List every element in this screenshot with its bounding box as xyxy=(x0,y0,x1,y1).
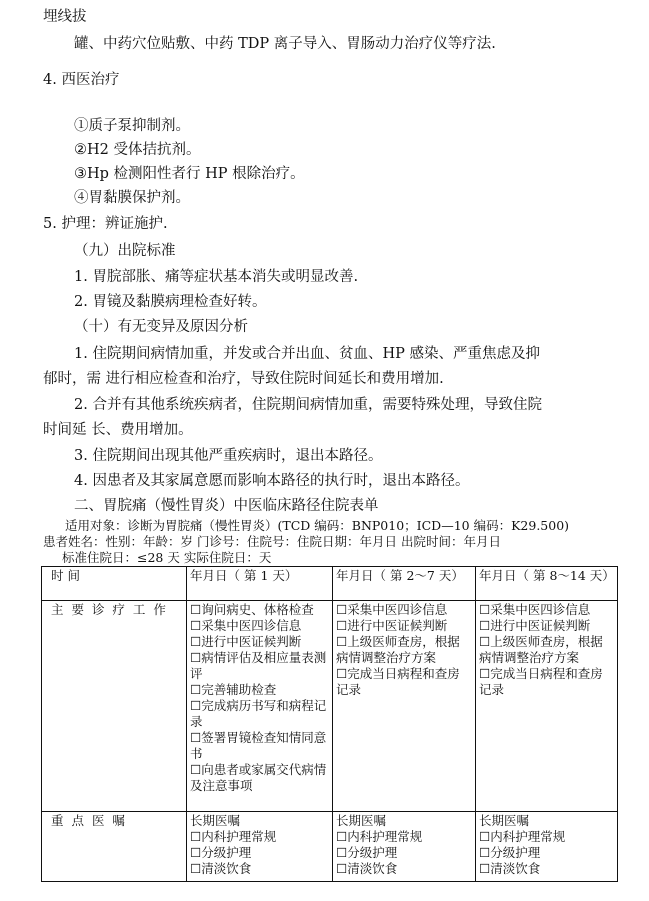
table-row xyxy=(42,601,618,812)
text-line: 时间延 长、费用增加。 xyxy=(43,422,193,438)
list-item: ②H2 受体拮抗剂。 xyxy=(74,142,201,158)
checkbox-item: ☐采集中医四诊信息 xyxy=(336,602,448,617)
info-line: 适用对象：诊断为胃脘痛（慢性胃炎）(TCD 编码：BNP010；ICD—10 编码：K29.500) xyxy=(65,518,570,533)
table-cell xyxy=(333,601,476,812)
section-heading: （十）有无变异及原因分析 xyxy=(74,319,248,335)
checkbox-item: ☐完成当日病程和查房记录 xyxy=(479,666,603,697)
row-label: 重 点 医 嘱 xyxy=(42,812,187,882)
text-line: 4. 因患者及其家属意愿而影响本路径的执行时，退出本路径。 xyxy=(74,473,470,489)
table-row xyxy=(42,812,618,882)
checkbox-item: ☐内科护理常规 xyxy=(479,829,566,844)
checkbox-item: ☐病情评估及相应量表测评 xyxy=(190,650,327,681)
table-cell xyxy=(476,601,618,812)
table-cell xyxy=(333,812,476,882)
checkbox-item: ☐询问病史、体格检查 xyxy=(190,602,314,617)
checkbox-item: ☐进行中医证候判断 xyxy=(190,634,302,649)
text-line: 1. 住院期间病情加重，并发或合并出血、贫血、HP 感染、严重焦虑及抑 xyxy=(74,346,540,362)
checkbox-item: ☐向患者或家属交代病情及注意事项 xyxy=(190,762,327,793)
checkbox-item: ☐签署胃镜检查知情同意书 xyxy=(190,730,327,761)
text-line: 2. 合并有其他系统疾病者，住院期间病情加重，需要特殊处理，导致住院 xyxy=(74,397,542,413)
checkbox-item: ☐完成病历书写和病程记录 xyxy=(190,698,327,729)
form-title: 二、胃脘痛（慢性胃炎）中医临床路径住院表单 xyxy=(74,498,379,514)
checkbox-item: ☐内科护理常规 xyxy=(190,829,277,844)
text-line: 郁时，需 进行相应检查和治疗，导致住院时间延长和费用增加. xyxy=(43,371,444,387)
header-cell: 时 间 xyxy=(42,567,187,601)
checkbox-item: ☐清淡饮食 xyxy=(336,861,398,876)
info-line: 标准住院日：≤28 天 实际住院日：天 xyxy=(62,550,272,565)
header-cell: 年月日（ 第 2～7 天） xyxy=(333,567,476,601)
checkbox-item: ☐清淡饮食 xyxy=(479,861,541,876)
table-cell xyxy=(187,812,333,882)
list-item: ①质子泵抑制剂。 xyxy=(74,118,190,134)
text-line: 2. 胃镜及黏膜病理检查好转。 xyxy=(74,294,267,310)
section-heading: 4. 西医治疗 xyxy=(43,72,120,88)
pathway-form-table xyxy=(41,566,618,882)
order-heading: 长期医嘱 xyxy=(479,813,530,828)
checkbox-item: ☐分级护理 xyxy=(190,845,252,860)
checkbox-item: ☐上级医师查房，根据病情调整治疗方案 xyxy=(336,634,460,665)
list-item: ③Hp 检测阳性者行 HP 根除治疗。 xyxy=(74,166,305,182)
checkbox-item: ☐分级护理 xyxy=(336,845,398,860)
checkbox-item: ☐完成当日病程和查房记录 xyxy=(336,666,460,697)
checkbox-item: ☐内科护理常规 xyxy=(336,829,423,844)
row-label: 主 要 诊 疗 工 作 xyxy=(42,601,187,812)
text-line: 埋线拔 xyxy=(43,9,87,25)
table-cell xyxy=(476,812,618,882)
header-cell: 年月日（ 第 8～14 天） xyxy=(476,567,618,601)
checkbox-item: ☐进行中医证候判断 xyxy=(479,618,591,633)
order-heading: 长期医嘱 xyxy=(190,813,241,828)
text-line: 罐、中药穴位贴敷、中药 TDP 离子导入、胃肠动力治疗仪等疗法. xyxy=(74,36,496,52)
header-cell: 年月日（ 第 1 天） xyxy=(187,567,333,601)
checkbox-item: ☐完善辅助检查 xyxy=(190,682,277,697)
section-heading: （九）出院标准 xyxy=(74,243,176,259)
checkbox-item: ☐分级护理 xyxy=(479,845,541,860)
table-header-row xyxy=(42,567,618,601)
list-item: ④胃黏膜保护剂。 xyxy=(74,190,190,206)
text-line: 1. 胃脘部胀、痛等症状基本消失或明显改善. xyxy=(74,269,359,285)
order-heading: 长期医嘱 xyxy=(336,813,387,828)
text-line: 3. 住院期间出现其他严重疾病时，退出本路径。 xyxy=(74,448,383,464)
table-cell xyxy=(187,601,333,812)
checkbox-item: ☐上级医师查房，根据病情调整治疗方案 xyxy=(479,634,603,665)
checkbox-item: ☐清淡饮食 xyxy=(190,861,252,876)
checkbox-item: ☐进行中医证候判断 xyxy=(336,618,448,633)
checkbox-item: ☐采集中医四诊信息 xyxy=(190,618,302,633)
section-heading: 5. 护理：辨证施护. xyxy=(43,216,168,232)
checkbox-item: ☐采集中医四诊信息 xyxy=(479,602,591,617)
info-line: 患者姓名：性别：年龄：岁 门诊号：住院号：住院日期：年月日 出院时间：年月日 xyxy=(43,534,501,549)
